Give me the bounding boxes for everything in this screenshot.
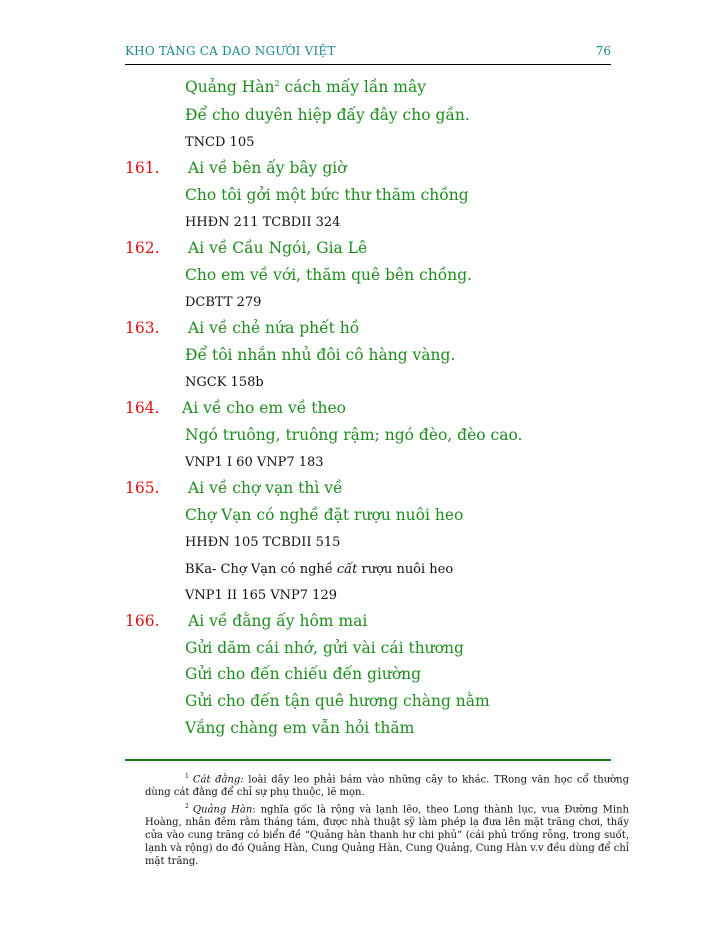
- verse-line: Gửi cho đến chiếu đến giường: [185, 665, 422, 683]
- entry-number: 163.: [125, 319, 160, 337]
- page-number: 76: [595, 44, 611, 58]
- footnote-ref: 2: [274, 78, 280, 88]
- verse-line: Chợ Vạn có nghề đặt rượu nuôi heo: [185, 506, 464, 524]
- verse-line: Ai về chẻ nứa phết hồ: [188, 319, 360, 337]
- source-ref: VNP1 I 60 VNP7 183: [185, 455, 324, 470]
- verse-line: Để cho duyên hiệp đấy đây cho gần.: [185, 106, 470, 124]
- source-ref: HHĐN 211 TCBDII 324: [185, 215, 341, 230]
- verse-line: Cho em về với, thăm quê bên chồng.: [185, 266, 473, 284]
- verse-line: Ai về chợ vạn thì về: [188, 479, 343, 497]
- source-ref: NGCK 158b: [185, 375, 264, 390]
- variant-line: BKa- Chợ Vạn có nghề cất rượu nuôi heo: [185, 562, 454, 577]
- footnote: $^2$ Quảng Hàn: nghĩa gốc là rộng và lạnh lẽo, theo Long thành lục, vua Đường Minh Hoàng, nhân đêm rằm tháng tám, được nhà thuật sỹ làm phép lạ đưa lên mặt trăng chơi, thấy cửa vào cung trăng có biển đề “Quảng hàn thanh hư chi phủ” (cái phủ trống rỗng, trong suốt, lạnh và rộng) do đó Quảng Hàn, Cung Quảng Hàn, Cung Quảng, Cung Hàn v.v đều dùng để chỉ mặt trăng.: [145, 803, 629, 867]
- footnote: $^1$ Cát đằng: loài dây leo phải bám vào những cây to khác. TRong văn học cổ thường dùng cát đằng để chỉ sự phụ thuộc, lẽ mọn.: [145, 773, 629, 799]
- verse-line: Ngó truông, truông rậm; ngó đèo, đèo cao.: [185, 426, 523, 444]
- verse-line: Ai về đằng ấy hôm mai: [188, 612, 368, 630]
- page-header: [125, 44, 611, 65]
- verse-line: Gửi dăm cái nhớ, gửi vài cái thương: [185, 639, 464, 657]
- verse-line: Ai về bên ấy bây giờ: [188, 159, 347, 177]
- entry-number: 166.: [125, 612, 160, 630]
- verse-line: Gửi cho đến tận quê hương chàng nằm: [185, 692, 490, 710]
- footnote-divider: [125, 759, 611, 761]
- entry-number: 161.: [125, 159, 160, 177]
- verse-line: Ai về cho em về theo: [182, 399, 346, 417]
- verse-line: Quảng Hàn$^2$ cách mấy lần mây: [185, 78, 426, 96]
- source-ref: VNP1 II 165 VNP7 129: [185, 588, 337, 603]
- source-ref: DCBTT 279: [185, 295, 262, 310]
- entry-number: 164.: [125, 399, 160, 417]
- verse-line: Cho tôi gởi một bức thư thăm chồng: [185, 186, 469, 204]
- entry-number: 165.: [125, 479, 160, 497]
- verse-line: Để tôi nhắn nhủ đôi cô hàng vàng.: [185, 346, 456, 364]
- verse-line: Ai về Cầu Ngói, Gia Lê: [188, 239, 368, 257]
- source-ref: HHĐN 105 TCBDII 515: [185, 535, 341, 550]
- entry-number: 162.: [125, 239, 160, 257]
- source-ref: TNCD 105: [185, 135, 255, 150]
- book-title: KHO TÀNG CA DAO NGƯỜI VIỆT: [125, 44, 336, 58]
- verse-line: Vắng chàng em vẫn hỏi thăm: [185, 719, 415, 737]
